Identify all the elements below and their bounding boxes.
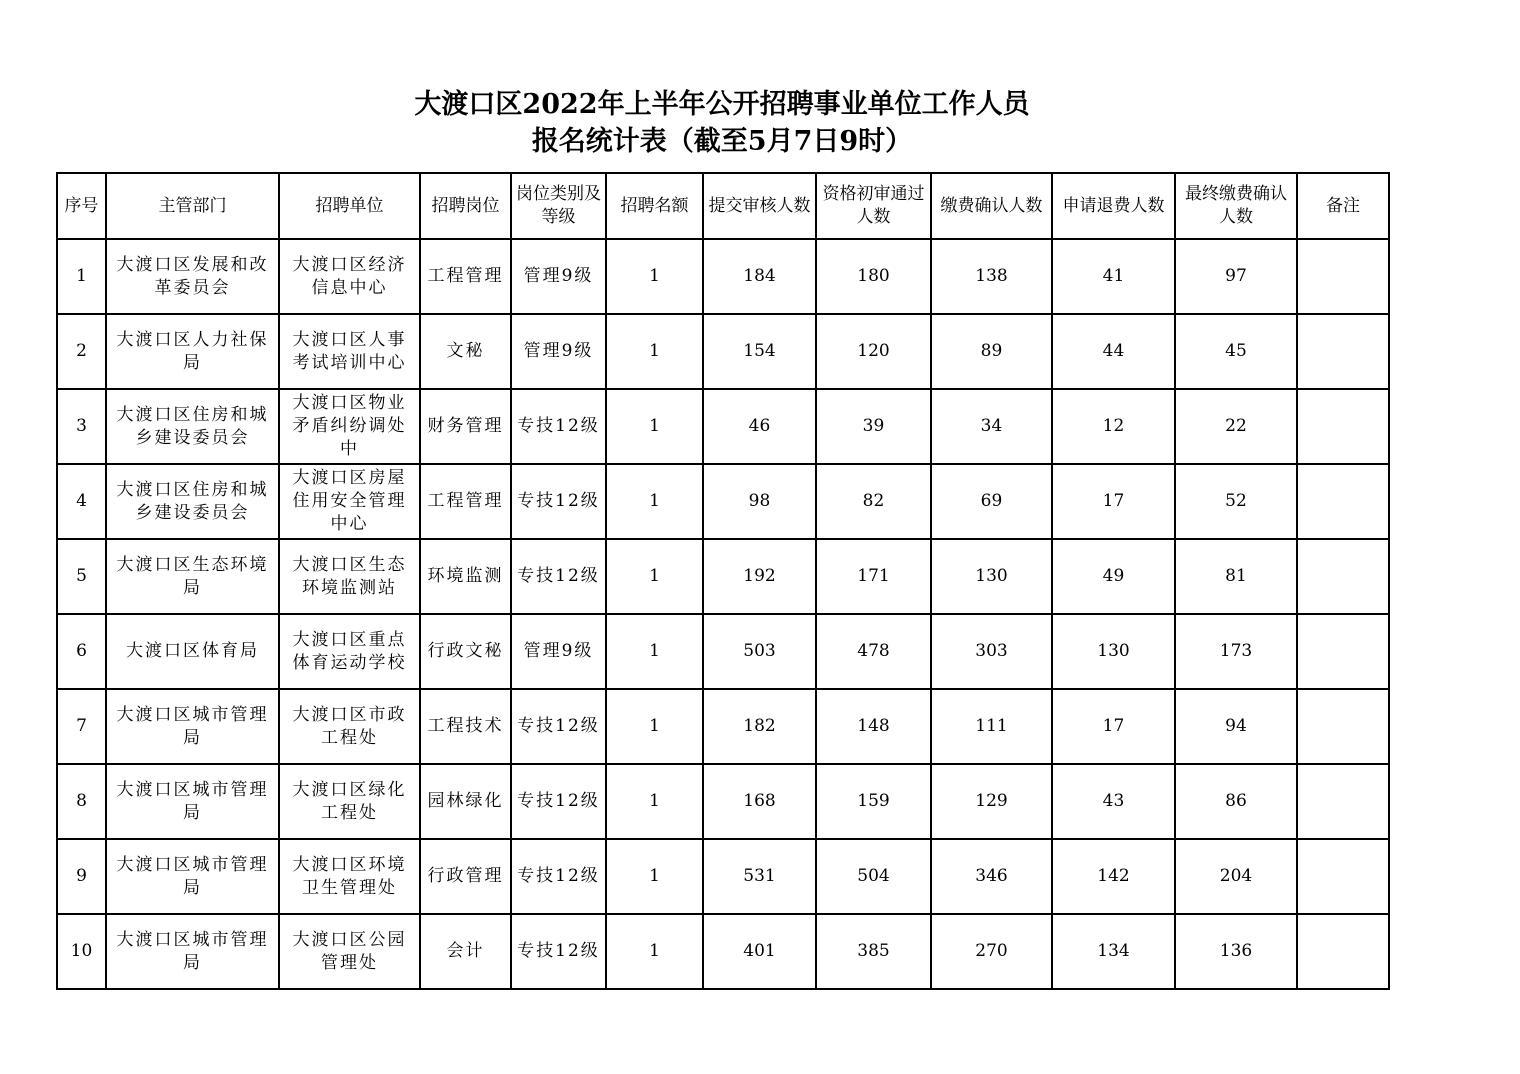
cell-refund: 49 — [1052, 539, 1175, 614]
cell-paid: 129 — [931, 764, 1052, 839]
cell-dept: 大渡口区发展和改革委员会 — [106, 239, 279, 314]
table-row — [57, 839, 1389, 914]
table-row — [57, 614, 1389, 689]
cell-quota: 1 — [606, 389, 703, 464]
cell-dept: 大渡口区城市管理局 — [106, 914, 279, 989]
cell-paid: 138 — [931, 239, 1052, 314]
cell-submitted: 192 — [703, 539, 816, 614]
cell-refund: 12 — [1052, 389, 1175, 464]
cell-category: 专技12级 — [511, 914, 606, 989]
cell-submitted: 503 — [703, 614, 816, 689]
cell-post: 行政文秘 — [420, 614, 511, 689]
cell-seq: 10 — [57, 914, 106, 989]
cell-refund: 130 — [1052, 614, 1175, 689]
cell-category: 专技12级 — [511, 539, 606, 614]
cell-paid: 130 — [931, 539, 1052, 614]
cell-refund: 41 — [1052, 239, 1175, 314]
cell-unit: 大渡口区物业矛盾纠纷调处中 — [279, 389, 420, 464]
cell-passed: 159 — [816, 764, 931, 839]
header-post: 招聘岗位 — [420, 173, 511, 239]
cell-post: 环境监测 — [420, 539, 511, 614]
cell-category: 专技12级 — [511, 689, 606, 764]
cell-seq: 2 — [57, 314, 106, 389]
cell-quota: 1 — [606, 314, 703, 389]
table-row — [57, 239, 1389, 314]
table-row — [57, 464, 1389, 539]
header-note: 备注 — [1297, 173, 1389, 239]
cell-paid: 303 — [931, 614, 1052, 689]
cell-passed: 120 — [816, 314, 931, 389]
cell-note — [1297, 689, 1389, 764]
table-row — [57, 689, 1389, 764]
cell-final: 81 — [1175, 539, 1297, 614]
cell-post: 行政管理 — [420, 839, 511, 914]
page-subtitle: 报名统计表（截至5月7日9时） — [531, 126, 913, 157]
cell-unit: 大渡口区生态环境监测站 — [279, 539, 420, 614]
cell-dept: 大渡口区城市管理局 — [106, 689, 279, 764]
cell-final: 45 — [1175, 314, 1297, 389]
cell-quota: 1 — [606, 764, 703, 839]
table-row — [57, 314, 1389, 389]
cell-submitted: 46 — [703, 389, 816, 464]
cell-final: 173 — [1175, 614, 1297, 689]
cell-category: 专技12级 — [511, 389, 606, 464]
cell-paid: 69 — [931, 464, 1052, 539]
cell-submitted: 168 — [703, 764, 816, 839]
cell-submitted: 401 — [703, 914, 816, 989]
cell-note — [1297, 614, 1389, 689]
table-row — [57, 914, 1389, 989]
cell-refund: 44 — [1052, 314, 1175, 389]
cell-post: 园林绿化 — [420, 764, 511, 839]
cell-unit: 大渡口区经济信息中心 — [279, 239, 420, 314]
cell-passed: 39 — [816, 389, 931, 464]
page-title: 大渡口区2022年上半年公开招聘事业单位工作人员 — [414, 89, 1030, 120]
header-category: 岗位类别及等级 — [511, 173, 606, 239]
header-quota: 招聘名额 — [606, 173, 703, 239]
cell-submitted: 182 — [703, 689, 816, 764]
cell-final: 136 — [1175, 914, 1297, 989]
cell-passed: 385 — [816, 914, 931, 989]
cell-category: 专技12级 — [511, 764, 606, 839]
cell-post: 文秘 — [420, 314, 511, 389]
cell-refund: 17 — [1052, 464, 1175, 539]
cell-dept: 大渡口区城市管理局 — [106, 764, 279, 839]
header-submitted: 提交审核人数 — [703, 173, 816, 239]
header-passed: 资格初审通过人数 — [816, 173, 931, 239]
cell-refund: 134 — [1052, 914, 1175, 989]
cell-dept: 大渡口区城市管理局 — [106, 839, 279, 914]
cell-unit: 大渡口区人事考试培训中心 — [279, 314, 420, 389]
cell-submitted: 154 — [703, 314, 816, 389]
cell-seq: 6 — [57, 614, 106, 689]
cell-quota: 1 — [606, 689, 703, 764]
table-row — [57, 389, 1389, 464]
cell-paid: 270 — [931, 914, 1052, 989]
cell-dept: 大渡口区人力社保局 — [106, 314, 279, 389]
header-dept: 主管部门 — [106, 173, 279, 239]
cell-category: 管理9级 — [511, 614, 606, 689]
cell-quota: 1 — [606, 839, 703, 914]
cell-unit: 大渡口区市政工程处 — [279, 689, 420, 764]
cell-final: 94 — [1175, 689, 1297, 764]
cell-note — [1297, 464, 1389, 539]
cell-note — [1297, 914, 1389, 989]
cell-seq: 7 — [57, 689, 106, 764]
cell-final: 86 — [1175, 764, 1297, 839]
cell-passed: 171 — [816, 539, 931, 614]
header-row — [57, 173, 1389, 239]
cell-passed: 148 — [816, 689, 931, 764]
cell-dept: 大渡口区住房和城乡建设委员会 — [106, 464, 279, 539]
cell-post: 财务管理 — [420, 389, 511, 464]
header-paid: 缴费确认人数 — [931, 173, 1052, 239]
cell-final: 52 — [1175, 464, 1297, 539]
cell-passed: 504 — [816, 839, 931, 914]
cell-quota: 1 — [606, 464, 703, 539]
cell-unit: 大渡口区公园管理处 — [279, 914, 420, 989]
table-row — [57, 764, 1389, 839]
cell-quota: 1 — [606, 539, 703, 614]
cell-seq: 9 — [57, 839, 106, 914]
cell-note — [1297, 539, 1389, 614]
cell-passed: 82 — [816, 464, 931, 539]
header-refund: 申请退费人数 — [1052, 173, 1175, 239]
cell-seq: 5 — [57, 539, 106, 614]
cell-submitted: 98 — [703, 464, 816, 539]
cell-category: 专技12级 — [511, 464, 606, 539]
cell-paid: 34 — [931, 389, 1052, 464]
cell-post: 工程技术 — [420, 689, 511, 764]
header-unit: 招聘单位 — [279, 173, 420, 239]
header-seq: 序号 — [57, 173, 106, 239]
cell-passed: 478 — [816, 614, 931, 689]
cell-seq: 4 — [57, 464, 106, 539]
cell-refund: 43 — [1052, 764, 1175, 839]
cell-final: 22 — [1175, 389, 1297, 464]
cell-unit: 大渡口区房屋住用安全管理中心 — [279, 464, 420, 539]
cell-seq: 8 — [57, 764, 106, 839]
cell-post: 工程管理 — [420, 464, 511, 539]
cell-quota: 1 — [606, 614, 703, 689]
cell-passed: 180 — [816, 239, 931, 314]
cell-note — [1297, 389, 1389, 464]
cell-category: 管理9级 — [511, 239, 606, 314]
cell-dept: 大渡口区生态环境局 — [106, 539, 279, 614]
cell-note — [1297, 239, 1389, 314]
cell-submitted: 531 — [703, 839, 816, 914]
cell-refund: 17 — [1052, 689, 1175, 764]
cell-refund: 142 — [1052, 839, 1175, 914]
cell-note — [1297, 764, 1389, 839]
cell-final: 97 — [1175, 239, 1297, 314]
cell-quota: 1 — [606, 239, 703, 314]
cell-unit: 大渡口区环境卫生管理处 — [279, 839, 420, 914]
cell-final: 204 — [1175, 839, 1297, 914]
cell-unit: 大渡口区绿化工程处 — [279, 764, 420, 839]
table-body — [57, 239, 1389, 989]
cell-unit: 大渡口区重点体育运动学校 — [279, 614, 420, 689]
cell-category: 管理9级 — [511, 314, 606, 389]
cell-paid: 111 — [931, 689, 1052, 764]
cell-category: 专技12级 — [511, 839, 606, 914]
cell-submitted: 184 — [703, 239, 816, 314]
cell-post: 工程管理 — [420, 239, 511, 314]
cell-paid: 89 — [931, 314, 1052, 389]
cell-note — [1297, 839, 1389, 914]
cell-dept: 大渡口区住房和城乡建设委员会 — [106, 389, 279, 464]
statistics-table — [56, 172, 1390, 990]
table-row — [57, 539, 1389, 614]
cell-dept: 大渡口区体育局 — [106, 614, 279, 689]
cell-seq: 3 — [57, 389, 106, 464]
cell-paid: 346 — [931, 839, 1052, 914]
cell-quota: 1 — [606, 914, 703, 989]
header-final: 最终缴费确认人数 — [1175, 173, 1297, 239]
cell-post: 会计 — [420, 914, 511, 989]
cell-note — [1297, 314, 1389, 389]
cell-seq: 1 — [57, 239, 106, 314]
